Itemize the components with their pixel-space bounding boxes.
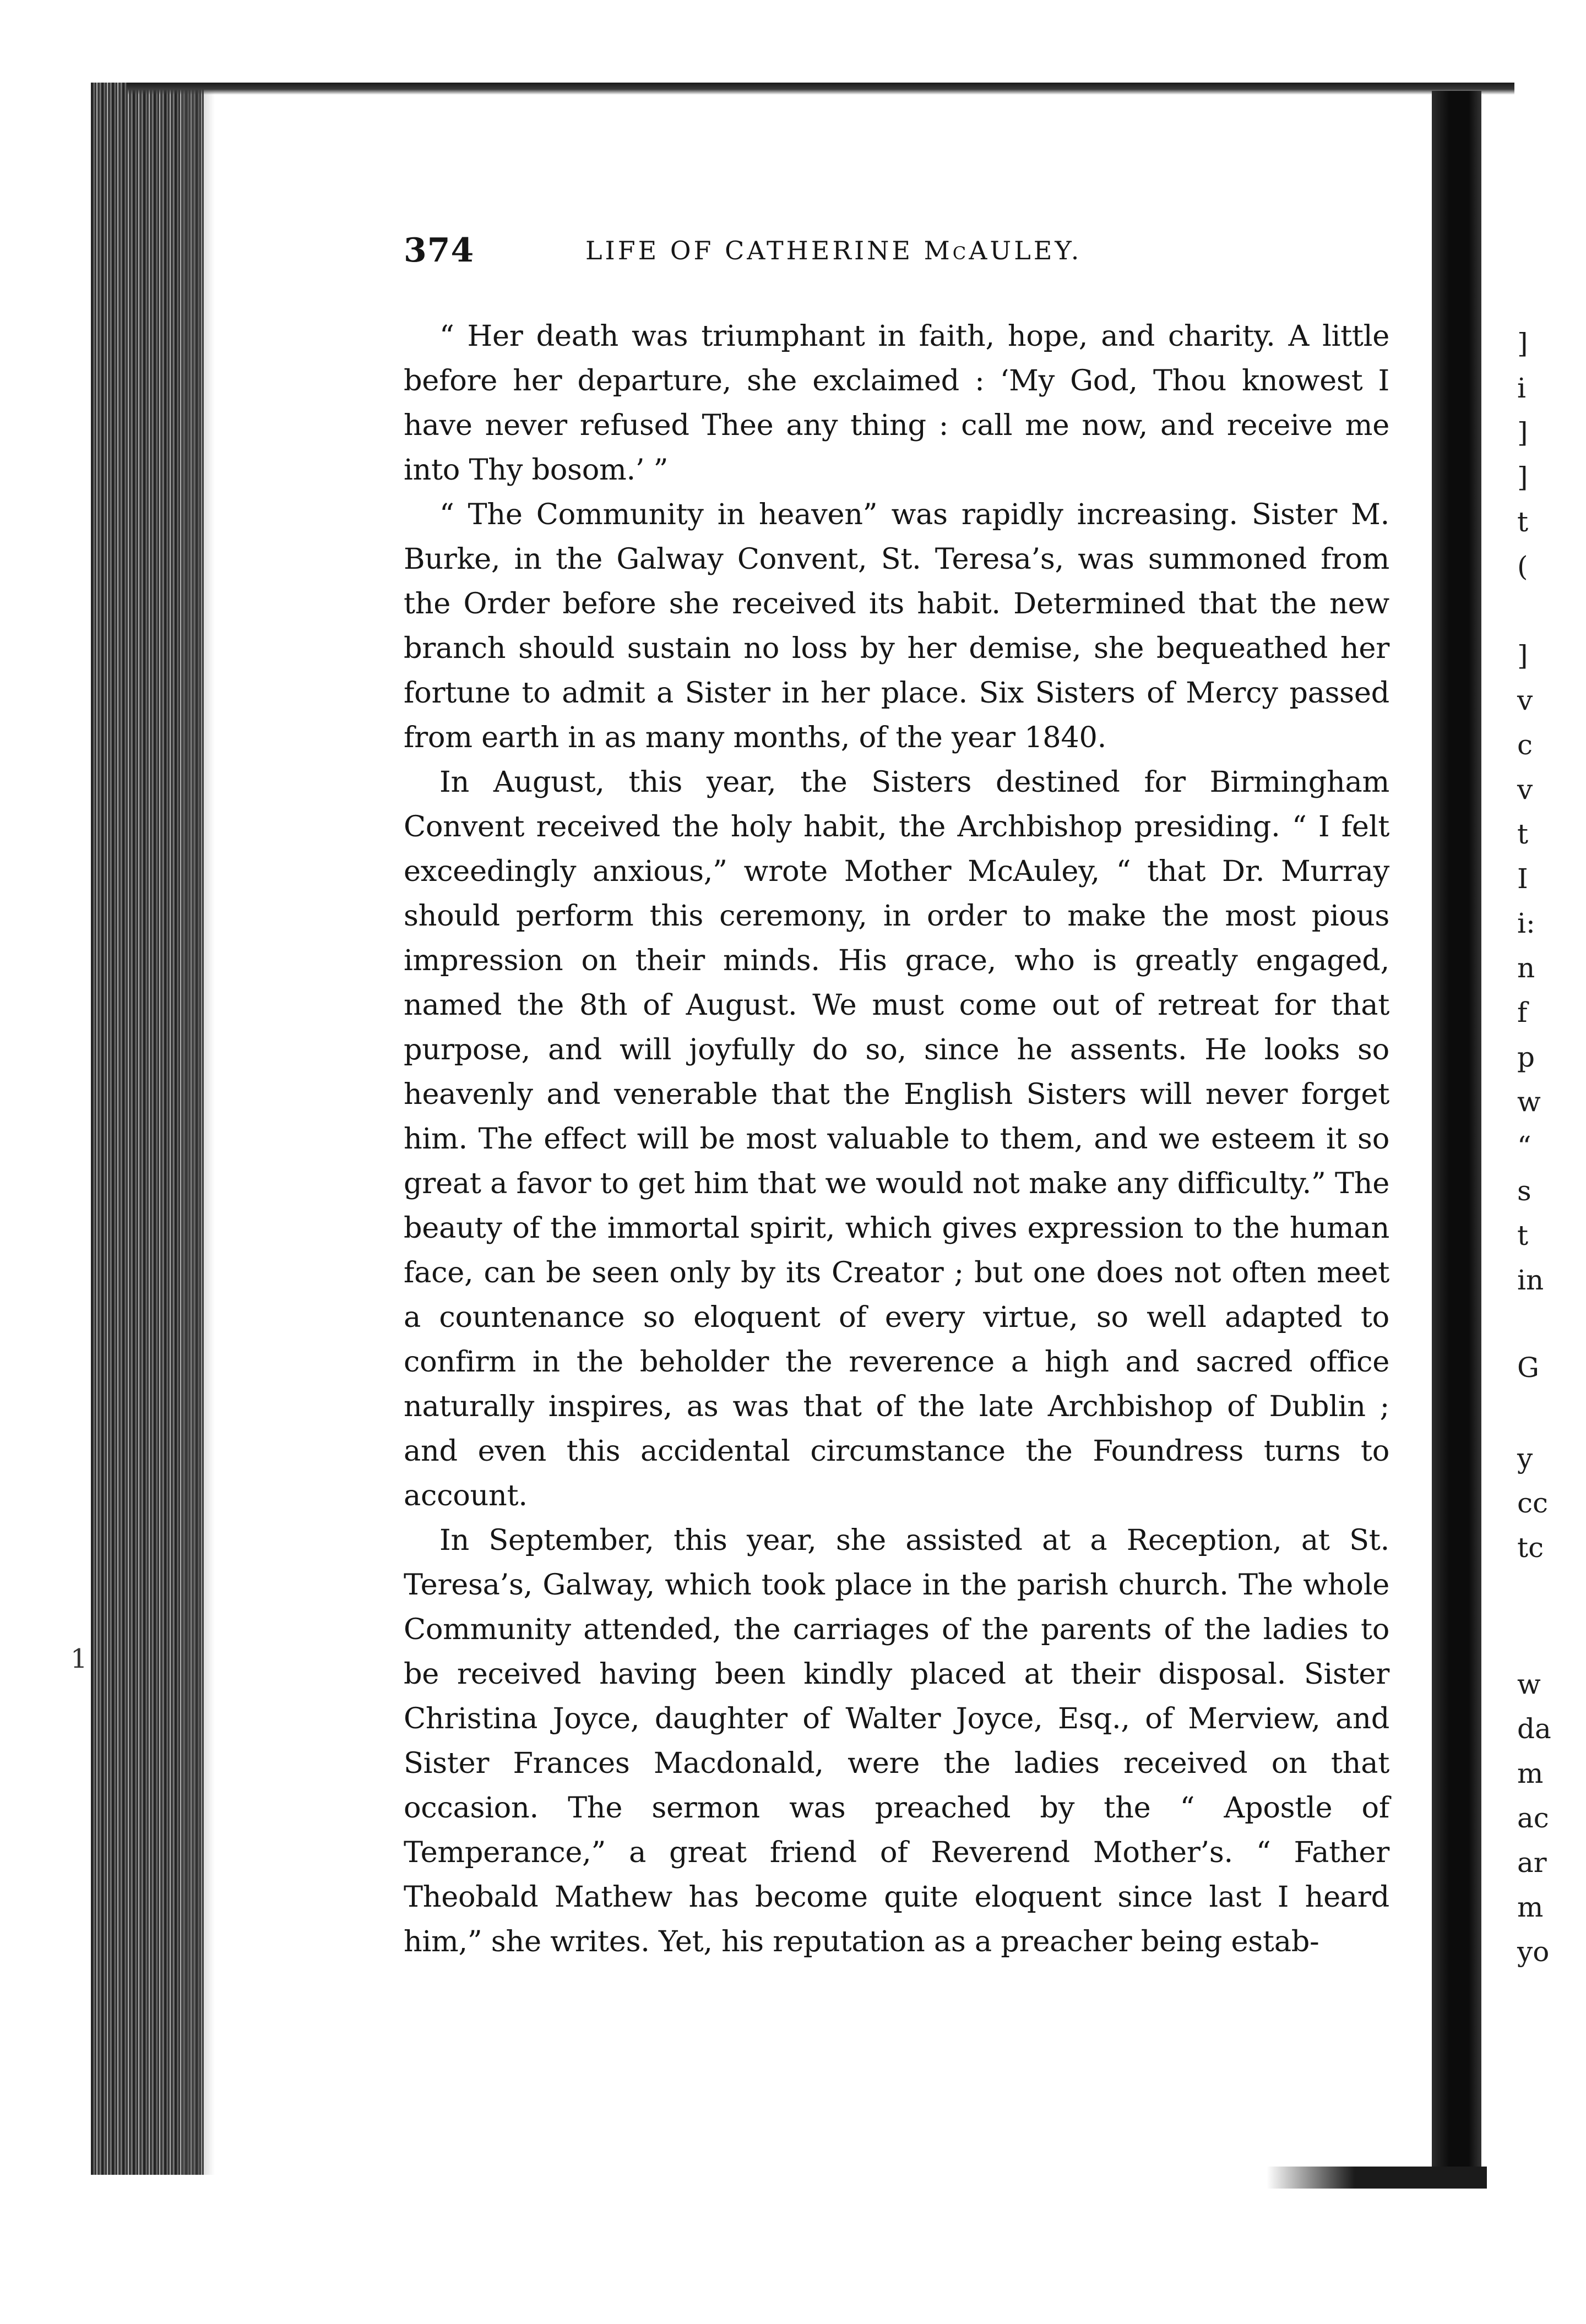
text-column	[404, 231, 1389, 1964]
paragraph-august-reception: In August, this year, the Sisters destined for Birmingham Convent received the holy habit, the Archbishop presiding. “ I felt exceedingly anxious,” wrote Mother McAuley, “ that Dr. Murray should perform this ceremony, in order to make the most pious impression on their minds. His grace, who is greatly engaged, named the 8th of August. We must come out of retreat for that purpose, and will joyfully do so, since he assents. He looks so heavenly and venerable that the English Sisters will never forget him. The effect will be most valuable to them, and we esteem it so great a favor to get him that we would not make any difficulty.” The beauty of the immortal spirit, which gives expression to the human face, can be seen only by its Creator ; but one does not often meet a countenance so eloquent of every virtue, so well adapted to confirm in the beholder the reverence a high and sacred office naturally inspires, as was that of the late Archbishop of Dublin ; and even this accidental circumstance the Foundress turns to account.	[404, 765, 1389, 1512]
facing-fragment: v	[1517, 684, 1533, 716]
facing-fragment: s	[1517, 1175, 1531, 1207]
facing-fragment: i	[1517, 372, 1526, 404]
facing-fragment: in	[1517, 1264, 1544, 1296]
facing-fragment: I	[1517, 863, 1528, 895]
bottom-scan-smudge	[1267, 2167, 1487, 2189]
facing-fragment: (	[1517, 551, 1528, 583]
facing-fragment: w	[1517, 1668, 1541, 1700]
facing-fragment: ]	[1517, 640, 1528, 672]
facing-fragment: G	[1517, 1352, 1539, 1384]
facing-fragment: ac	[1517, 1802, 1549, 1834]
paper-top-edge	[127, 83, 1514, 95]
facing-fragment: tc	[1517, 1532, 1544, 1564]
facing-fragment: f	[1517, 997, 1528, 1028]
paragraph-quote-death: “ Her death was triumphant in faith, hope, and charity. A little before her departure, she exclaimed : ‘My God, Thou knowest I have never refused Thee any thing : call me now, and receive me into Thy bosom.’ ”	[404, 319, 1389, 487]
running-title: LIFE OF CATHERINE McAULEY.	[585, 236, 1082, 265]
margin-mark: 1	[70, 1643, 88, 1674]
facing-fragment: “	[1517, 1130, 1531, 1162]
facing-fragment: p	[1517, 1041, 1535, 1073]
paragraph-community-heaven: “ The Community in heaven” was rapidly increasing. Sister M. Burke, in the Galway Convent, St. Teresa’s, was summoned from the Order before she received its habit. Determined that the new branch should sustain no loss by her demise, she bequeathed her fortune to admit a Sister in her place. Six Sisters of Mercy passed from earth in as many months, of the year 1840.	[404, 498, 1389, 754]
facing-fragment: v	[1517, 774, 1533, 805]
facing-fragment: da	[1517, 1713, 1551, 1745]
facing-page-binding-edge	[1432, 91, 1481, 2178]
facing-fragment: n	[1517, 952, 1535, 984]
running-header	[404, 231, 1389, 292]
facing-fragment: y	[1517, 1443, 1533, 1474]
facing-fragment: w	[1517, 1086, 1541, 1118]
gutter-shadow	[182, 83, 215, 2175]
facing-fragment: i:	[1517, 907, 1535, 939]
paragraph-september-reception: In September, this year, she assisted at a Reception, at St. Teresa’s, Galway, which took place in the parish church. The whole Community attended, the carriages of the parents of the ladies to be received having been kindly placed at their disposal. Sister Christina Joyce, daughter of Walter Joyce, Esq., of Merview, and Sister Frances Macdonald, were the ladies received on that occasion. The sermon was preached by the “ Apostle of Temperance,” a great friend of Reverend Mother’s. “ Father Theobald Mathew has become quite eloquent since last I heard him,” she writes. Yet, his reputation as a preacher being estab-	[404, 1523, 1389, 1958]
facing-page-fragments	[1517, 0, 1586, 2324]
facing-fragment: t	[1517, 1220, 1529, 1251]
page-number: 374	[404, 231, 475, 270]
facing-fragment: cc	[1517, 1487, 1549, 1519]
body-text	[404, 314, 1389, 1964]
facing-fragment: yo	[1517, 1936, 1550, 1968]
facing-fragment: t	[1517, 506, 1529, 538]
facing-fragment: ]	[1517, 461, 1528, 493]
facing-fragment: t	[1517, 818, 1529, 850]
facing-fragment: m	[1517, 1891, 1544, 1923]
facing-fragment: ar	[1517, 1847, 1547, 1879]
facing-fragment: c	[1517, 729, 1533, 761]
facing-fragment: ]	[1517, 417, 1528, 449]
facing-fragment: ]	[1517, 328, 1528, 360]
facing-fragment: m	[1517, 1757, 1544, 1789]
